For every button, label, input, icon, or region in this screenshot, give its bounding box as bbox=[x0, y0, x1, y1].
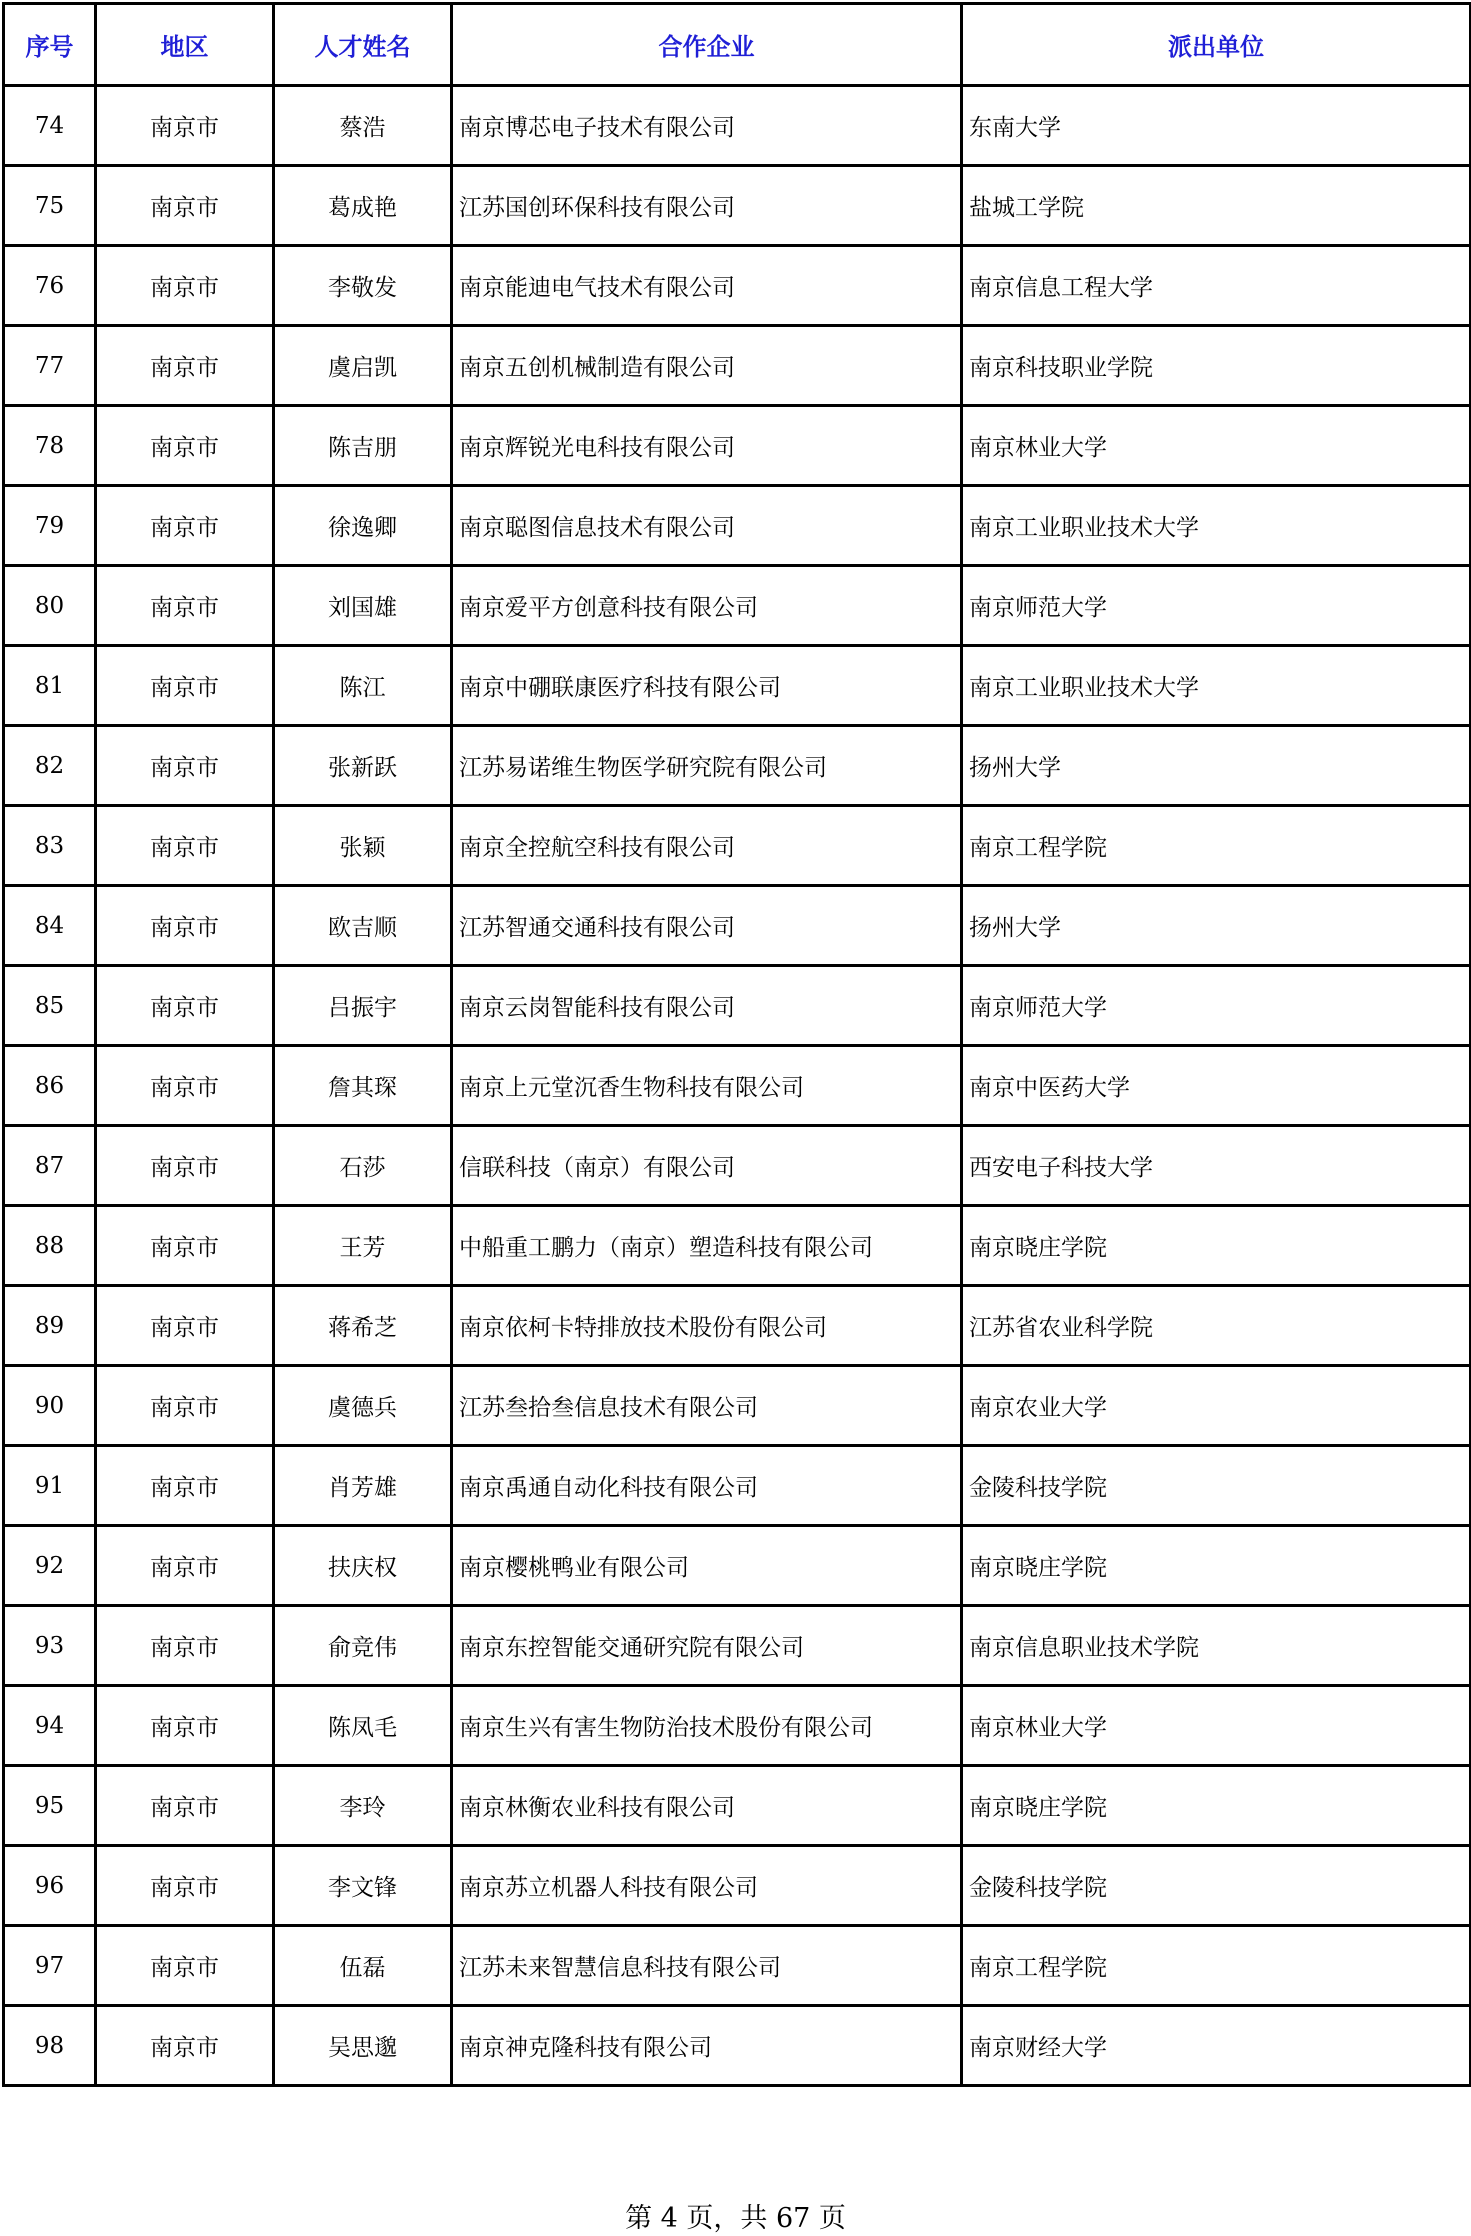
row-dispatch-unit-cell: 南京林业大学 bbox=[962, 1686, 1471, 1766]
page-footer: 第 4 页，共 67 页 bbox=[625, 2203, 846, 2234]
row-dispatch-unit-cell: 南京中医药大学 bbox=[962, 1046, 1471, 1126]
row-talent-name-cell: 蒋希芝 bbox=[274, 1286, 452, 1366]
row-region-cell: 南京市 bbox=[96, 1606, 274, 1686]
row-partner-company-cell: 南京五创机械制造有限公司 bbox=[452, 326, 962, 406]
row-region-cell: 南京市 bbox=[96, 1926, 274, 2006]
row-partner-company-cell: 南京能迪电气技术有限公司 bbox=[452, 246, 962, 326]
row-region-cell: 南京市 bbox=[96, 326, 274, 406]
row-index-cell: 86 bbox=[4, 1046, 96, 1126]
row-index-cell: 74 bbox=[4, 86, 96, 166]
row-partner-company-cell: 江苏未来智慧信息科技有限公司 bbox=[452, 1926, 962, 2006]
row-index-cell: 90 bbox=[4, 1366, 96, 1446]
row-dispatch-unit-cell: 南京信息职业技术学院 bbox=[962, 1606, 1471, 1686]
row-region-cell: 南京市 bbox=[96, 246, 274, 326]
table-body bbox=[4, 86, 1471, 2086]
row-index-cell: 75 bbox=[4, 166, 96, 246]
row-region-cell: 南京市 bbox=[96, 726, 274, 806]
row-region-cell: 南京市 bbox=[96, 566, 274, 646]
row-partner-company-cell: 南京上元堂沉香生物科技有限公司 bbox=[452, 1046, 962, 1126]
row-region-cell: 南京市 bbox=[96, 1766, 274, 1846]
table-row bbox=[4, 1046, 1471, 1126]
row-partner-company-cell: 江苏智通交通科技有限公司 bbox=[452, 886, 962, 966]
row-talent-name-cell: 徐逸卿 bbox=[274, 486, 452, 566]
row-talent-name-cell: 虞启凯 bbox=[274, 326, 452, 406]
row-talent-name-cell: 伍磊 bbox=[274, 1926, 452, 2006]
row-region-cell: 南京市 bbox=[96, 806, 274, 886]
row-dispatch-unit-cell: 南京农业大学 bbox=[962, 1366, 1471, 1446]
header-index: 序号 bbox=[4, 4, 96, 86]
row-talent-name-cell: 刘国雄 bbox=[274, 566, 452, 646]
row-partner-company-cell: 南京林衡农业科技有限公司 bbox=[452, 1766, 962, 1846]
row-dispatch-unit-cell: 南京师范大学 bbox=[962, 566, 1471, 646]
table-row bbox=[4, 326, 1471, 406]
talent-table bbox=[2, 2, 1471, 2087]
row-index-cell: 76 bbox=[4, 246, 96, 326]
row-talent-name-cell: 李文锋 bbox=[274, 1846, 452, 1926]
table-row bbox=[4, 1526, 1471, 1606]
row-dispatch-unit-cell: 南京师范大学 bbox=[962, 966, 1471, 1046]
row-partner-company-cell: 南京全控航空科技有限公司 bbox=[452, 806, 962, 886]
row-region-cell: 南京市 bbox=[96, 1046, 274, 1126]
header-talent-name: 人才姓名 bbox=[274, 4, 452, 86]
row-region-cell: 南京市 bbox=[96, 1286, 274, 1366]
table-row bbox=[4, 86, 1471, 166]
table-row bbox=[4, 886, 1471, 966]
row-dispatch-unit-cell: 南京晓庄学院 bbox=[962, 1526, 1471, 1606]
row-index-cell: 96 bbox=[4, 1846, 96, 1926]
row-partner-company-cell: 南京爱平方创意科技有限公司 bbox=[452, 566, 962, 646]
row-talent-name-cell: 陈吉朋 bbox=[274, 406, 452, 486]
row-index-cell: 82 bbox=[4, 726, 96, 806]
row-partner-company-cell: 南京聪图信息技术有限公司 bbox=[452, 486, 962, 566]
row-dispatch-unit-cell: 南京财经大学 bbox=[962, 2006, 1471, 2086]
row-index-cell: 88 bbox=[4, 1206, 96, 1286]
row-index-cell: 78 bbox=[4, 406, 96, 486]
row-dispatch-unit-cell: 南京工业职业技术大学 bbox=[962, 646, 1471, 726]
row-region-cell: 南京市 bbox=[96, 646, 274, 726]
table-row bbox=[4, 486, 1471, 566]
row-index-cell: 84 bbox=[4, 886, 96, 966]
row-index-cell: 93 bbox=[4, 1606, 96, 1686]
row-talent-name-cell: 虞德兵 bbox=[274, 1366, 452, 1446]
row-talent-name-cell: 张颖 bbox=[274, 806, 452, 886]
row-partner-company-cell: 南京禹通自动化科技有限公司 bbox=[452, 1446, 962, 1526]
row-talent-name-cell: 蔡浩 bbox=[274, 86, 452, 166]
row-talent-name-cell: 石莎 bbox=[274, 1126, 452, 1206]
row-index-cell: 97 bbox=[4, 1926, 96, 2006]
row-talent-name-cell: 吴思邈 bbox=[274, 2006, 452, 2086]
row-partner-company-cell: 南京樱桃鸭业有限公司 bbox=[452, 1526, 962, 1606]
row-index-cell: 98 bbox=[4, 2006, 96, 2086]
row-region-cell: 南京市 bbox=[96, 1206, 274, 1286]
row-partner-company-cell: 南京辉锐光电科技有限公司 bbox=[452, 406, 962, 486]
row-index-cell: 89 bbox=[4, 1286, 96, 1366]
row-index-cell: 81 bbox=[4, 646, 96, 726]
row-partner-company-cell: 南京东控智能交通研究院有限公司 bbox=[452, 1606, 962, 1686]
row-index-cell: 85 bbox=[4, 966, 96, 1046]
row-partner-company-cell: 信联科技（南京）有限公司 bbox=[452, 1126, 962, 1206]
table-row bbox=[4, 1366, 1471, 1446]
row-region-cell: 南京市 bbox=[96, 166, 274, 246]
table-header-row bbox=[4, 4, 1471, 86]
row-dispatch-unit-cell: 南京科技职业学院 bbox=[962, 326, 1471, 406]
table-row bbox=[4, 566, 1471, 646]
row-partner-company-cell: 江苏国创环保科技有限公司 bbox=[452, 166, 962, 246]
row-dispatch-unit-cell: 盐城工学院 bbox=[962, 166, 1471, 246]
row-talent-name-cell: 扶庆权 bbox=[274, 1526, 452, 1606]
row-index-cell: 91 bbox=[4, 1446, 96, 1526]
row-partner-company-cell: 南京云岗智能科技有限公司 bbox=[452, 966, 962, 1046]
row-region-cell: 南京市 bbox=[96, 1686, 274, 1766]
table-row bbox=[4, 1766, 1471, 1846]
header-dispatch-unit: 派出单位 bbox=[962, 4, 1471, 86]
row-dispatch-unit-cell: 南京工程学院 bbox=[962, 1926, 1471, 2006]
table-row bbox=[4, 966, 1471, 1046]
row-index-cell: 83 bbox=[4, 806, 96, 886]
row-talent-name-cell: 陈江 bbox=[274, 646, 452, 726]
row-index-cell: 79 bbox=[4, 486, 96, 566]
row-dispatch-unit-cell: 金陵科技学院 bbox=[962, 1446, 1471, 1526]
row-region-cell: 南京市 bbox=[96, 86, 274, 166]
row-talent-name-cell: 王芳 bbox=[274, 1206, 452, 1286]
row-talent-name-cell: 肖芳雄 bbox=[274, 1446, 452, 1526]
row-dispatch-unit-cell: 南京信息工程大学 bbox=[962, 246, 1471, 326]
table-row bbox=[4, 1686, 1471, 1766]
row-partner-company-cell: 南京生兴有害生物防治技术股份有限公司 bbox=[452, 1686, 962, 1766]
row-region-cell: 南京市 bbox=[96, 1526, 274, 1606]
row-region-cell: 南京市 bbox=[96, 1846, 274, 1926]
row-dispatch-unit-cell: 南京晓庄学院 bbox=[962, 1766, 1471, 1846]
row-index-cell: 94 bbox=[4, 1686, 96, 1766]
row-talent-name-cell: 张新跃 bbox=[274, 726, 452, 806]
row-dispatch-unit-cell: 南京晓庄学院 bbox=[962, 1206, 1471, 1286]
row-talent-name-cell: 李玲 bbox=[274, 1766, 452, 1846]
row-talent-name-cell: 吕振宇 bbox=[274, 966, 452, 1046]
table-row bbox=[4, 726, 1471, 806]
row-partner-company-cell: 南京博芯电子技术有限公司 bbox=[452, 86, 962, 166]
table-row bbox=[4, 1206, 1471, 1286]
row-dispatch-unit-cell: 南京工程学院 bbox=[962, 806, 1471, 886]
table-row bbox=[4, 1446, 1471, 1526]
row-talent-name-cell: 俞竞伟 bbox=[274, 1606, 452, 1686]
row-dispatch-unit-cell: 江苏省农业科学院 bbox=[962, 1286, 1471, 1366]
table-row bbox=[4, 1606, 1471, 1686]
row-dispatch-unit-cell: 南京林业大学 bbox=[962, 406, 1471, 486]
row-dispatch-unit-cell: 西安电子科技大学 bbox=[962, 1126, 1471, 1206]
row-region-cell: 南京市 bbox=[96, 966, 274, 1046]
row-index-cell: 95 bbox=[4, 1766, 96, 1846]
table-row bbox=[4, 1926, 1471, 2006]
row-region-cell: 南京市 bbox=[96, 1366, 274, 1446]
row-dispatch-unit-cell: 金陵科技学院 bbox=[962, 1846, 1471, 1926]
row-talent-name-cell: 葛成艳 bbox=[274, 166, 452, 246]
row-region-cell: 南京市 bbox=[96, 2006, 274, 2086]
row-region-cell: 南京市 bbox=[96, 886, 274, 966]
row-partner-company-cell: 南京中硼联康医疗科技有限公司 bbox=[452, 646, 962, 726]
row-index-cell: 92 bbox=[4, 1526, 96, 1606]
talent-table-container bbox=[2, 2, 1469, 2087]
row-talent-name-cell: 欧吉顺 bbox=[274, 886, 452, 966]
row-region-cell: 南京市 bbox=[96, 1126, 274, 1206]
row-dispatch-unit-cell: 扬州大学 bbox=[962, 726, 1471, 806]
table-row bbox=[4, 246, 1471, 326]
header-partner-company: 合作企业 bbox=[452, 4, 962, 86]
table-row bbox=[4, 166, 1471, 246]
row-partner-company-cell: 江苏叁拾叁信息技术有限公司 bbox=[452, 1366, 962, 1446]
row-region-cell: 南京市 bbox=[96, 486, 274, 566]
table-row bbox=[4, 1126, 1471, 1206]
row-dispatch-unit-cell: 扬州大学 bbox=[962, 886, 1471, 966]
table-row bbox=[4, 806, 1471, 886]
row-index-cell: 87 bbox=[4, 1126, 96, 1206]
table-row bbox=[4, 2006, 1471, 2086]
row-partner-company-cell: 江苏易诺维生物医学研究院有限公司 bbox=[452, 726, 962, 806]
row-talent-name-cell: 李敬发 bbox=[274, 246, 452, 326]
row-talent-name-cell: 詹其琛 bbox=[274, 1046, 452, 1126]
row-partner-company-cell: 中船重工鹏力（南京）塑造科技有限公司 bbox=[452, 1206, 962, 1286]
row-partner-company-cell: 南京苏立机器人科技有限公司 bbox=[452, 1846, 962, 1926]
row-region-cell: 南京市 bbox=[96, 406, 274, 486]
row-dispatch-unit-cell: 东南大学 bbox=[962, 86, 1471, 166]
table-row bbox=[4, 646, 1471, 726]
row-dispatch-unit-cell: 南京工业职业技术大学 bbox=[962, 486, 1471, 566]
row-partner-company-cell: 南京神克隆科技有限公司 bbox=[452, 2006, 962, 2086]
table-row bbox=[4, 1846, 1471, 1926]
row-partner-company-cell: 南京依柯卡特排放技术股份有限公司 bbox=[452, 1286, 962, 1366]
header-region: 地区 bbox=[96, 4, 274, 86]
row-index-cell: 80 bbox=[4, 566, 96, 646]
table-row bbox=[4, 406, 1471, 486]
table-row bbox=[4, 1286, 1471, 1366]
row-index-cell: 77 bbox=[4, 326, 96, 406]
row-region-cell: 南京市 bbox=[96, 1446, 274, 1526]
row-talent-name-cell: 陈凤毛 bbox=[274, 1686, 452, 1766]
